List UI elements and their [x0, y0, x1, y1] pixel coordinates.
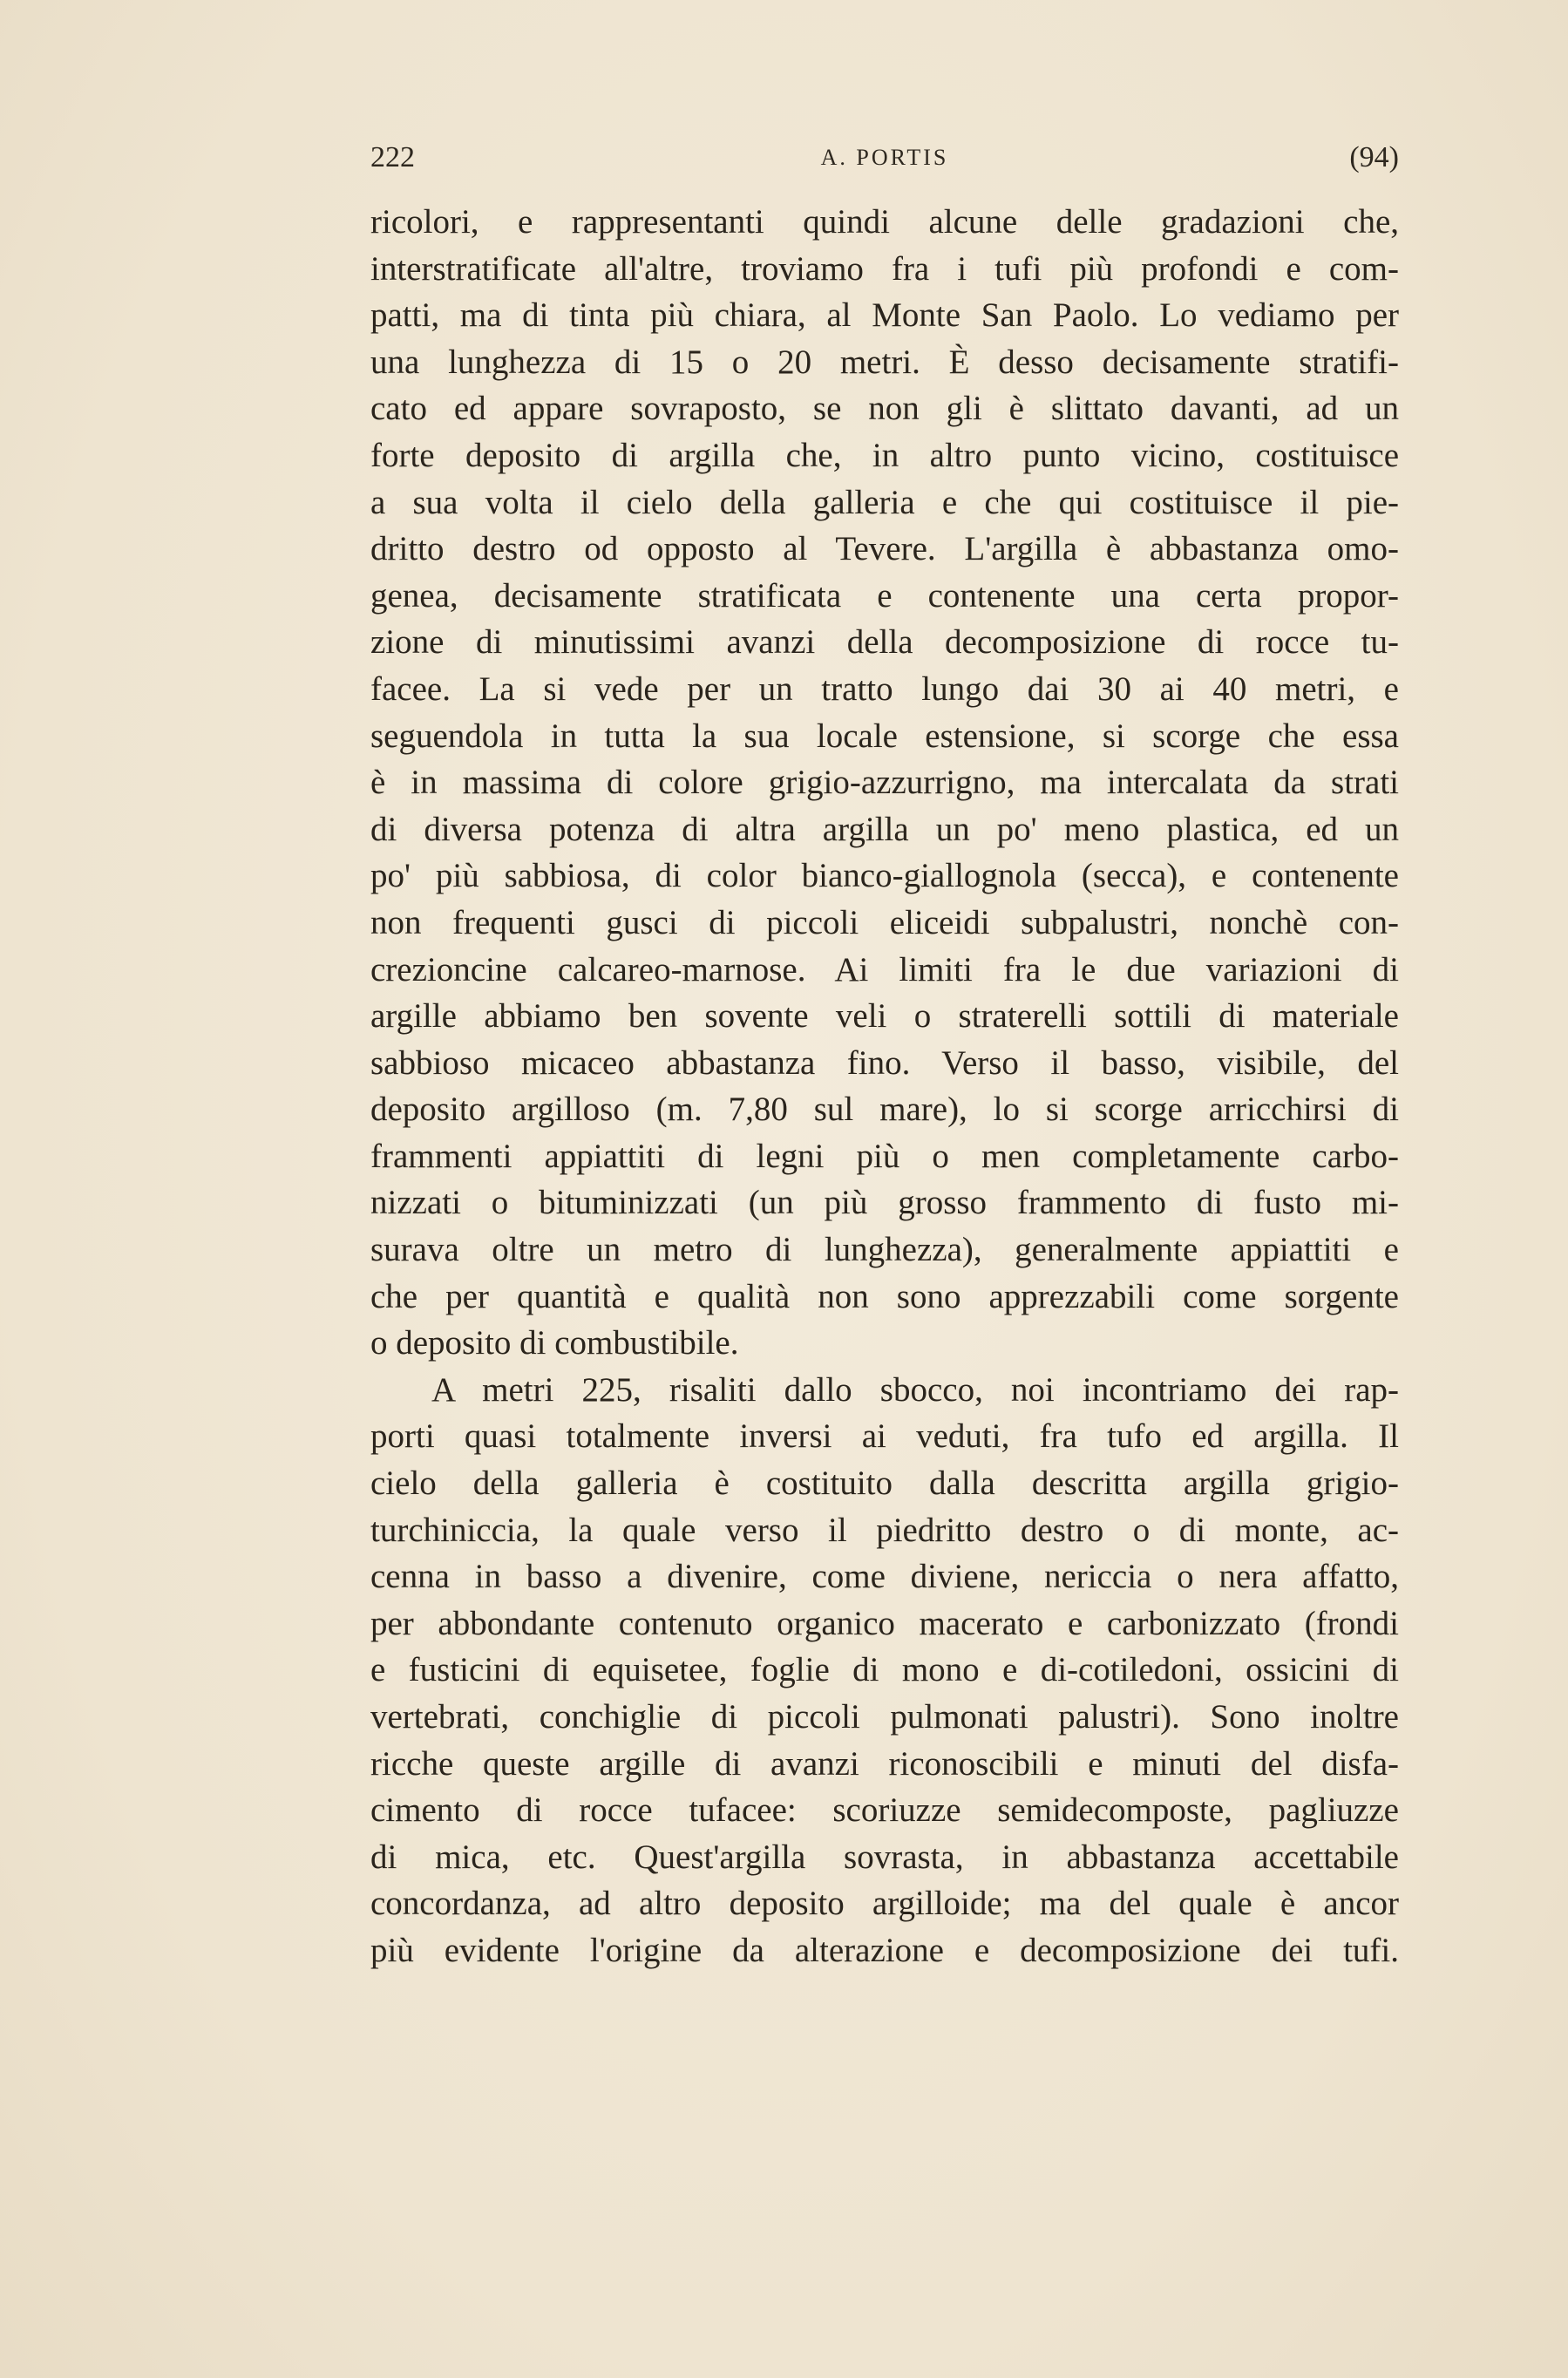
text-line: zione di minutissimi avanzi della decomposizione di rocce tu-: [370, 623, 1399, 662]
body-text: [370, 199, 1399, 1974]
text-line: o deposito di combustibile.: [370, 1324, 739, 1362]
text-line: interstratificate all'altre, troviamo fra i tufi più profondi e com-: [370, 249, 1399, 288]
text-line: concordanza, ad altro deposito argilloide; ma del quale è ancor: [370, 1885, 1399, 1923]
text-line: nizzati o bituminizzati (un più grosso frammento di fusto mi-: [370, 1184, 1399, 1222]
running-head: A. PORTIS: [820, 145, 949, 170]
text-line: vertebrati, conchiglie di piccoli pulmonati palustri). Sono inoltre: [370, 1698, 1399, 1736]
text-line: crezioncine calcareo-marnose. Ai limiti fra le due variazioni di: [370, 950, 1399, 989]
text-line: forte deposito di argilla che, in altro punto vicino, costituisce: [370, 436, 1399, 474]
text-line: e fusticini di equisetee, foglie di mono e di-cotiledoni, ossicini di: [370, 1651, 1399, 1689]
text-line: una lunghezza di 15 o 20 metri. È desso decisamente stratifi-: [370, 343, 1399, 381]
text-line: ricolori, e rappresentanti quindi alcune delle gradazioni che,: [370, 203, 1399, 241]
text-line: dritto destro od opposto al Tevere. L'argilla è abbastanza omo-: [370, 530, 1399, 568]
text-line: più evidente l'origine da alterazione e decomposizione dei tufi.: [370, 1931, 1399, 1969]
text-line: porti quasi totalmente inversi ai veduti, fra tufo ed argilla. Il: [370, 1417, 1399, 1456]
text-line: che per quantità e qualità non sono apprezzabili come sorgente: [370, 1277, 1399, 1315]
text-line: cielo della galleria è costituito dalla descritta argilla grigio-: [370, 1464, 1399, 1503]
page-number: 222: [370, 141, 415, 173]
text-line: sabbioso micaceo abbastanza fino. Verso il basso, visibile, del: [370, 1043, 1399, 1082]
text-line: A metri 225, risaliti dallo sbocco, noi incontriamo dei rap-: [431, 1370, 1399, 1409]
text-line: genea, decisamente stratificata e contenente una certa propor-: [370, 576, 1399, 615]
text-line: argille abbiamo ben sovente veli o straterelli sottili di materiale: [370, 997, 1399, 1036]
text-line: è in massima di colore grigio-azzurrigno, ma intercalata da strati: [370, 764, 1399, 802]
text-line: po' più sabbiosa, di color bianco-giallognola (secca), e contenente: [370, 857, 1399, 895]
text-line: facee. La si vede per un tratto lungo dai 30 ai 40 metri, e: [370, 669, 1399, 708]
text-line: cato ed appare sovraposto, se non gli è slittato davanti, ad un: [370, 390, 1399, 428]
text-line: patti, ma di tinta più chiara, al Monte San Paolo. Lo vediamo per: [370, 296, 1399, 335]
text-line: turchiniccia, la quale verso il piedritto destro o di monte, ac-: [370, 1511, 1399, 1549]
text-line: frammenti appiattiti di legni più o men completamente carbo-: [370, 1137, 1399, 1175]
text-line: non frequenti gusci di piccoli eliceidi subpalustri, nonchè con-: [370, 903, 1399, 941]
section-number: (94): [1349, 141, 1399, 173]
text-line: di diversa potenza di altra argilla un po' meno plastica, ed un: [370, 810, 1399, 848]
text-line: cenna in basso a divenire, come diviene, nericcia o nera affatto,: [370, 1558, 1399, 1596]
text-line: di mica, etc. Quest'argilla sovrasta, in abbastanza accettabile: [370, 1838, 1399, 1876]
text-line: ricche queste argille di avanzi riconoscibili e minuti del disfa-: [370, 1744, 1399, 1783]
text-line: per abbondante contenuto organico macerato e carbonizzato (frondi: [370, 1604, 1399, 1642]
text-line: surava oltre un metro di lunghezza), generalmente appiattiti e: [370, 1231, 1399, 1269]
text-line: a sua volta il cielo della galleria e che qui costituisce il pie-: [370, 483, 1399, 521]
text-line: cimento di rocce tufacee: scoriuzze semidecomposte, pagliuzze: [370, 1791, 1399, 1830]
text-line: seguendola in tutta la sua locale estensione, si scorge che essa: [370, 717, 1399, 755]
text-line: deposito argilloso (m. 7,80 sul mare), lo si scorge arricchirsi di: [370, 1090, 1399, 1129]
page-header: [370, 141, 1399, 183]
